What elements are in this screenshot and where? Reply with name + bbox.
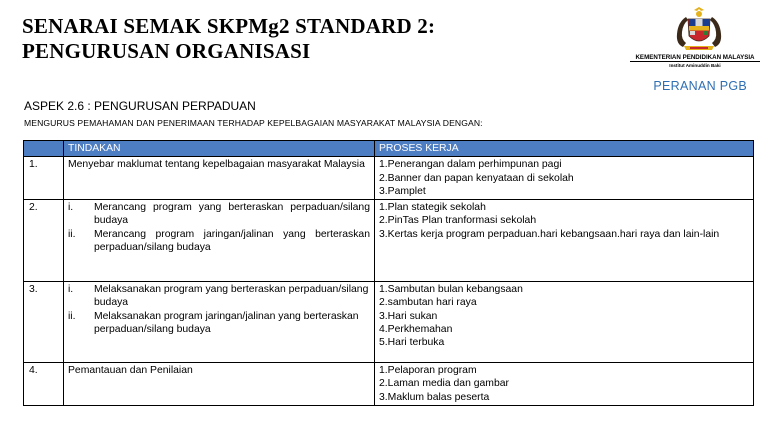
action-cell (64, 200, 375, 282)
action-list (68, 283, 370, 336)
column-header-actions: TINDAKAN (64, 141, 375, 157)
list-item: 3.Hari sukan (379, 310, 438, 322)
action-text: Melaksanakan program yang berteraskan perpaduan/silang budaya (94, 284, 369, 309)
checklist-table (23, 140, 754, 406)
column-header-number (24, 141, 64, 157)
list-item: 1.Pelaporan program (379, 365, 477, 377)
aspect-title: ASPEK 2.6 : PENGURUSAN PERPADUAN (24, 99, 256, 113)
list-item: 4.Perkhemahan (379, 324, 453, 336)
list-item: 2.Laman media dan gambar (379, 378, 509, 390)
process-cell (375, 157, 754, 200)
ministry-divider (630, 61, 760, 62)
column-header-process: PROSES KERJA (375, 141, 754, 157)
list-marker: i. (68, 202, 74, 214)
table-row (24, 363, 754, 406)
process-cell (375, 363, 754, 406)
ministry-name: KEMENTERIAN PENDIDIKAN MALAYSIA (635, 54, 755, 61)
table-row (24, 282, 754, 363)
list-item: 3.Maklum balas peserta (379, 391, 490, 403)
list-item (68, 310, 370, 337)
row-number: 3. (24, 282, 64, 363)
list-item: 3.Pamplet (379, 185, 426, 197)
list-marker: ii. (68, 310, 76, 322)
process-list (379, 201, 749, 241)
aspect-subtitle: MENGURUS PEMAHAMAN DAN PENERIMAAN TERHADAP KEPELBAGAIAN MASYARAKAT MALAYSIA DENGAN: (24, 118, 483, 128)
role-label: PERANAN PGB (653, 79, 747, 93)
list-item: 2.PinTas Plan tranformasi sekolah (379, 215, 537, 227)
table-header-row (24, 141, 754, 157)
malaysia-coat-of-arms-icon (660, 6, 738, 54)
title-line-1: SENARAI SEMAK SKPMg2 STANDARD 2: (22, 14, 436, 38)
process-cell (375, 200, 754, 282)
action-text: Menyebar maklumat tentang kepelbagaian masyarakat Malaysia (68, 159, 365, 171)
process-list (379, 283, 749, 349)
list-marker: ii. (68, 228, 76, 240)
list-marker: i. (68, 284, 74, 296)
process-cell (375, 282, 754, 363)
list-item: 1.Plan stategik sekolah (379, 202, 486, 214)
action-cell (64, 282, 375, 363)
list-item (68, 228, 370, 255)
process-list (379, 158, 749, 198)
action-cell (64, 363, 375, 406)
list-item (68, 201, 370, 228)
row-number: 1. (24, 157, 64, 200)
process-list (379, 364, 749, 404)
list-item: 3.Kertas kerja program perpaduan.hari kebangsaan.hari raya dan lain-lain (379, 228, 720, 240)
action-text: Merancang program jaringan/jalinan yang berteraskan perpaduan/silang budaya (94, 228, 370, 254)
action-text: Melaksanakan program jaringan/jalinan yang berteraskan perpaduan/silang budaya (94, 310, 359, 336)
table-row (24, 200, 754, 282)
table-row (24, 157, 754, 200)
list-item: 1.Sambutan bulan kebangsaan (379, 284, 523, 296)
action-cell (64, 157, 375, 200)
action-list (68, 201, 370, 254)
page-title (22, 14, 435, 64)
list-item (68, 283, 370, 310)
list-item: 1.Penerangan dalam perhimpunan pagi (379, 159, 562, 171)
action-text: Merancang program yang berteraskan perpaduan/silang budaya (94, 202, 370, 227)
row-number: 2. (24, 200, 64, 282)
row-number: 4. (24, 363, 64, 406)
title-line-2: PENGURUSAN ORGANISASI (22, 39, 311, 63)
list-item: 2.Banner dan papan kenyataan di sekolah (379, 172, 574, 184)
list-item: 2.sambutan hari raya (379, 297, 477, 309)
list-item: 5.Hari terbuka (379, 337, 445, 349)
action-text: Pemantauan dan Penilaian (68, 365, 193, 377)
institute-name: Institut Aminuddin Baki (669, 63, 721, 68)
